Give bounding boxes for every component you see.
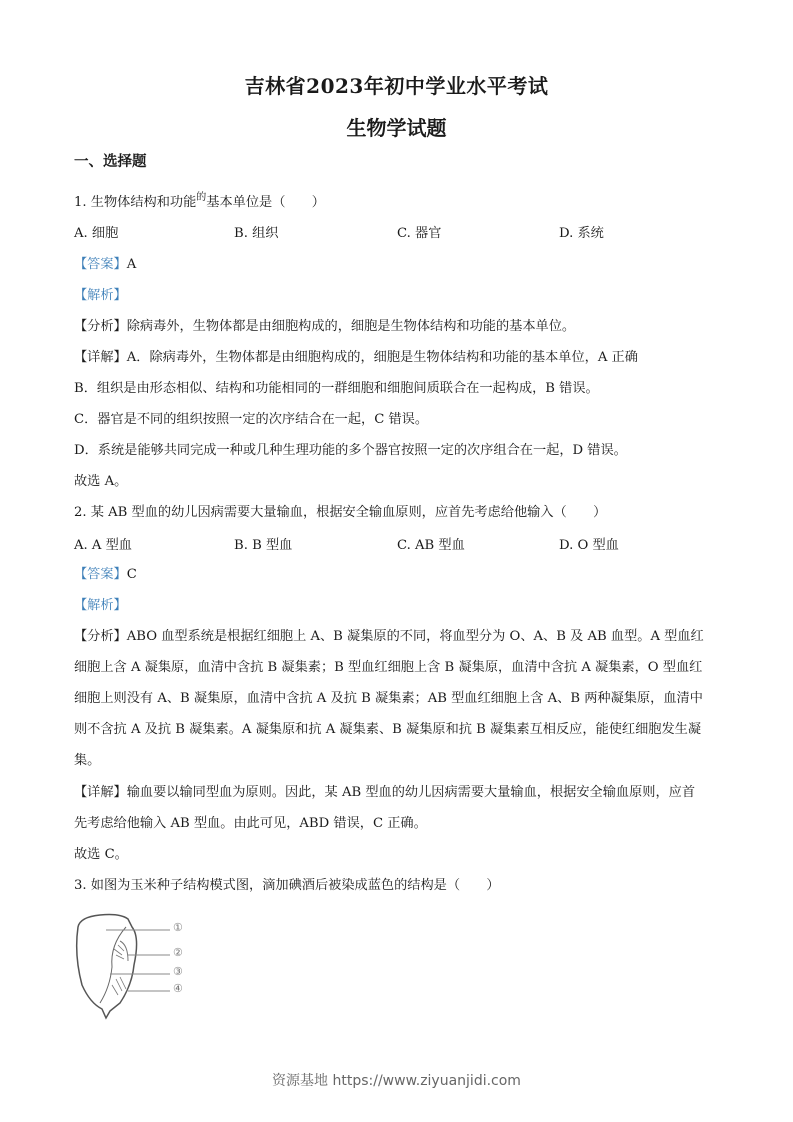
fenxi-label: 【分析】 [74,319,127,334]
q2-option-c: C. AB 型血 [397,538,465,553]
figure-label-1: ① [173,921,183,934]
q1-option-c: C. 器官 [397,226,442,241]
q2-xiangjie-line-1 [74,783,695,803]
q1-stem-b: 基本单位是（ ） [206,195,325,210]
xiangjie-text: 输血要以输同型血为原则。因此，某 AB 型血的幼儿因病需要大量输血，根据安全输血原则，应首 [126,785,696,800]
q2-conclusion: 故选 C。 [74,847,128,862]
section-heading: 一、选择题 [74,153,147,170]
q1-options [74,222,734,242]
q1-line-b: B．组织是由形态相似、结构和功能相同的一群细胞和细胞间质联合在一起构成，B 错误。 [74,381,599,396]
q3-stem: 3. 如图为玉米种子结构模式图，滴加碘酒后被染成蓝色的结构是（ ） [74,878,500,893]
q2-options [74,534,734,554]
q2-option-b: B. B 型血 [234,538,293,553]
q1-conclusion: 故选 A。 [74,474,128,489]
answer-label: 【答案】 [74,567,127,582]
answer-value: C [126,567,137,582]
corn-seed-icon [70,905,220,1020]
figure-label-3: ③ [173,965,183,978]
footer-watermark: 资源基地 https://www.ziyuanjidi.com [272,1073,521,1089]
fenxi-text: ABO 血型系统是根据红细胞上 A、B 凝集原的不同，将血型分为 O、A、B 及 AB 血型。A 型血红 [126,629,704,644]
q2-option-d: D. O 型血 [559,538,619,553]
q1-stem [74,188,325,213]
exam-subtitle: 生物学试题 [346,116,447,140]
q1-stem-a: 1. 生物体结构和功能 [74,195,197,210]
fenxi-label: 【分析】 [74,629,127,644]
xiangjie-label: 【详解】 [74,350,127,365]
q2-xiangjie-line-2: 先考虑给他输入 AB 型血。由此可见，ABD 错误，C 正确。 [74,816,427,831]
exam-title: 吉林省2023年初中学业水平考试 [244,74,549,98]
q1-stem-sup: 的 [196,192,207,203]
q2-fenxi-line-2: 细胞上含 A 凝集原，血清中含抗 B 凝集素；B 型血红细胞上含 B 凝集原，血清中含抗 A 凝集素，O 型血红 [74,660,703,675]
q1-xiangjie [74,348,638,368]
q1-option-d: D. 系统 [559,226,604,241]
q2-fenxi-line-5: 集。 [74,753,101,768]
fenxi-text: 除病毒外，生物体都是由细胞构成的，细胞是生物体结构和功能的基本单位。 [126,319,576,334]
q2-analysis-label: 【解析】 [74,598,127,613]
q1-line-c: C．器官是不同的组织按照一定的次序结合在一起，C 错误。 [74,412,429,427]
q2-stem: 2. 某 AB 型血的幼儿因病需要大量输血，根据安全输血原则，应首先考虑给他输入（ ） [74,505,607,520]
q1-fenxi [74,317,575,337]
q1-analysis-label: 【解析】 [74,288,127,303]
q2-fenxi-line-4: 则不含抗 A 及抗 B 凝集素。A 凝集原和抗 A 凝集素、B 凝集原和抗 B 凝集素互相反应，能使红细胞发生凝 [74,722,702,737]
q2-answer [74,565,137,585]
q2-fenxi-line-1 [74,627,704,647]
figure-label-2: ② [173,946,183,959]
q2-option-a: A. A 型血 [74,538,132,553]
xiangjie-label: 【详解】 [74,785,127,800]
answer-label: 【答案】 [74,257,127,272]
q1-line-d: D．系统是能够共同完成一种或几种生理功能的多个器官按照一定的次序组合在一起，D 错误。 [74,443,627,458]
answer-value: A [126,257,137,272]
q1-answer [74,255,136,275]
q2-fenxi-line-3: 细胞上则没有 A、B 凝集原，血清中含抗 A 及抗 B 凝集素；AB 型血红细胞上含 A、B 两种凝集原，血清中 [74,691,703,706]
xiangjie-text: A．除病毒外，生物体都是由细胞构成的，细胞是生物体结构和功能的基本单位，A 正确 [126,350,638,365]
corn-seed-diagram [70,905,220,1020]
q1-option-b: B. 组织 [234,226,279,241]
figure-label-4: ④ [173,982,183,995]
q1-option-a: A. 细胞 [74,226,119,241]
